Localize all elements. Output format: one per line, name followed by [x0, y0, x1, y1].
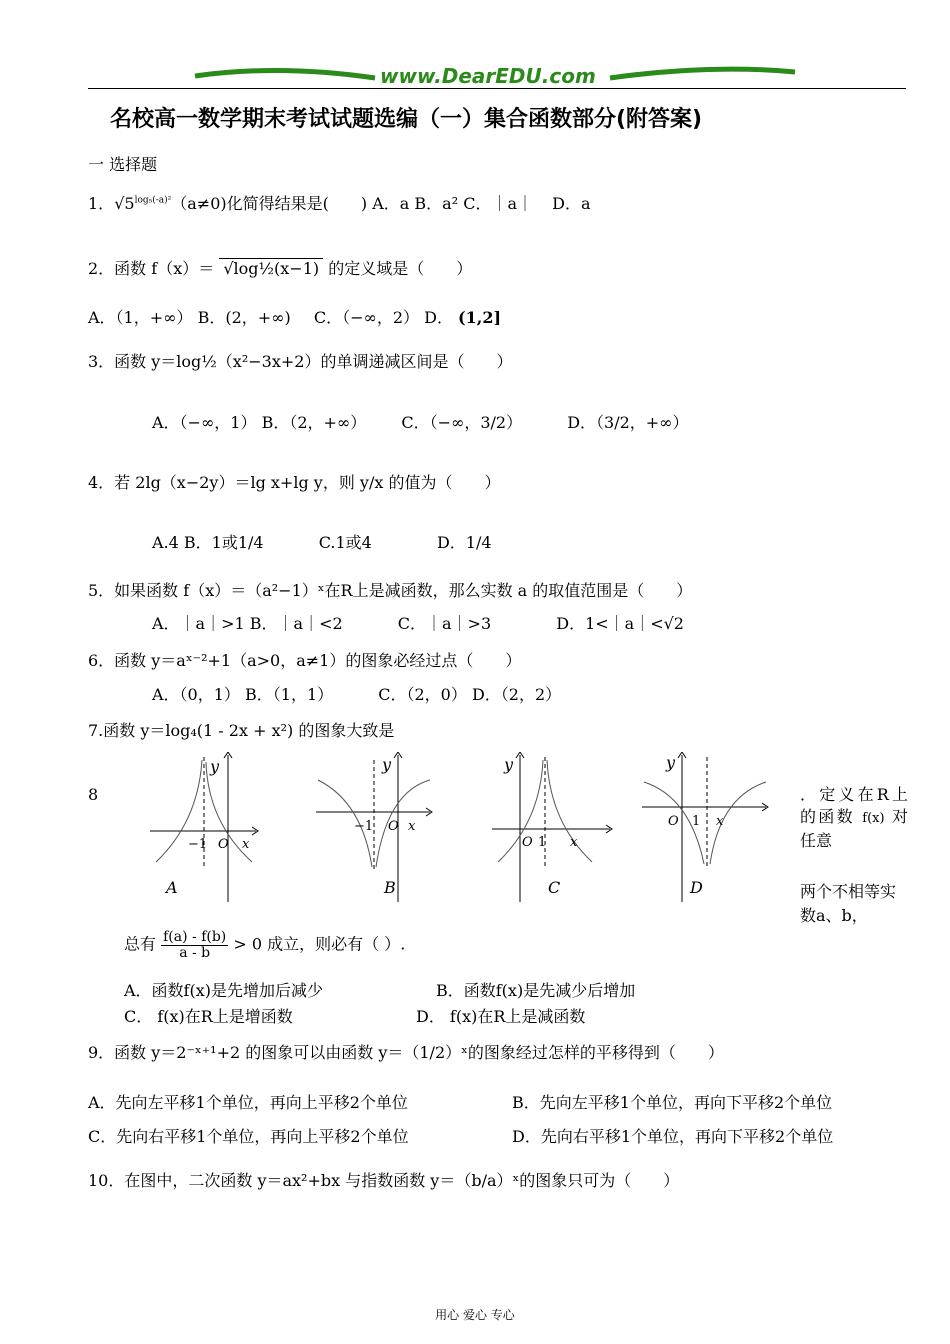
question-1 [88, 191, 591, 214]
graph-b-neg1: −1 [354, 819, 374, 834]
q8-side-2: 对任意 [800, 807, 908, 850]
question-5-options [152, 611, 684, 634]
q1-stem: （a≠0)化简得结果是( ) [171, 194, 368, 213]
q8-side-1: ．定义在R上的函数 [800, 785, 908, 826]
q8-option-d: D． f(x)在R上是减函数 [416, 1007, 586, 1026]
question-3: 3．函数 y＝log½（x²−3x+2）的单调递减区间是（ ） [88, 352, 513, 371]
q3-option-b: B．（2，+∞） [261, 413, 367, 432]
question-9: 9．函数 y＝2⁻ˣ⁺¹+2 的图象可以由函数 y＝（1/2）ˣ的图象经过怎样的平移得到（ ） [88, 1043, 724, 1062]
q8-side-text [800, 784, 908, 852]
q5-option-a: A．｜a｜>1 [152, 614, 245, 633]
graph-a-neg1: −1 [188, 837, 208, 852]
q2-number: 2．函数 [88, 259, 147, 278]
graph-b-right-branch [376, 780, 430, 867]
graph-b [312, 752, 437, 912]
graph-b-origin: O [388, 819, 399, 834]
q9-option-d: D．先向右平移1个单位，再向下平移2个单位 [512, 1127, 834, 1146]
q8-fraction [161, 930, 228, 960]
q3-option-d: D．（3/2，+∞） [567, 413, 689, 432]
graph-c-label: C [548, 878, 561, 897]
q8-option-a: A．函数f(x)是先增加后减少 [124, 981, 323, 1000]
q2-option-c: C．（−∞，2） [313, 308, 420, 327]
graph-d-one: 1 [692, 814, 701, 829]
q6-option-d: D．（2，2） [471, 685, 562, 704]
q2-option-b: B．(2，+∞) [197, 308, 291, 327]
section-heading: 一 选择题 [88, 155, 158, 174]
page-footer: 用心 爱心 专心 [435, 1308, 515, 1322]
question-10: 10．在图中，二次函数 y＝ax²+bx 与指数函数 y＝（b/a）ˣ的图象只可为（ ） [88, 1171, 680, 1190]
q4-option-c: C.1或4 [318, 533, 372, 552]
graph-a [148, 752, 260, 912]
q6-option-b: B．（1，1） [245, 685, 334, 704]
q2-option-a: A．（1，+∞） [88, 308, 193, 327]
page-title: 名校高一数学期末考试试题选编（一）集合函数部分(附答案) [110, 107, 703, 132]
graph-c-one: 1 [538, 835, 547, 850]
q8-frac-den: a - b [179, 944, 211, 961]
header-rule [88, 88, 906, 89]
q6-option-c: C．（2，0） [378, 685, 467, 704]
graph-d-y-label: y [666, 753, 676, 772]
q8-condition [124, 930, 405, 960]
q8-cond-pre: 总有 [124, 934, 157, 954]
q8-frac-num: f(a) - f(b) [163, 929, 227, 945]
graph-a-origin: O [218, 837, 229, 852]
graph-d [640, 752, 772, 912]
q6-option-a: A．（0，1） [152, 685, 240, 704]
q3-option-c: C．（−∞，3/2） [401, 413, 523, 432]
q8-fx: f(x) [862, 811, 885, 826]
q2-stem: 的定义域是（ ） [328, 259, 473, 278]
q4-option-a: A.4 [152, 533, 179, 552]
q3-option-a: A．（−∞，1） [152, 413, 257, 432]
q1-option-d: D．a [552, 194, 591, 213]
graph-a-label: A [166, 878, 178, 897]
graph-a-y-label: y [210, 757, 220, 776]
question-4-options [152, 530, 492, 553]
q5-option-c: C．｜a｜>3 [397, 614, 492, 633]
question-3-options [152, 410, 689, 433]
q5-option-b: B．｜a｜<2 [249, 614, 343, 633]
graph-b-label: B [384, 878, 396, 897]
website-logo: www.DearEDU.com [380, 64, 596, 88]
graph-b-x-label: x [408, 819, 416, 834]
q9-option-c: C．先向右平移1个单位，再向上平移2个单位 [88, 1127, 409, 1146]
question-5: 5．如果函数 f（x）＝（a²−1）ˣ在R上是减函数，那么实数 a 的取值范围是（ ） [88, 581, 693, 600]
q2-option-d-value: (1,2] [458, 308, 502, 327]
graph-c-x-label: x [570, 835, 578, 850]
q1-option-c: C．｜a｜ [463, 194, 534, 213]
graph-d-x-label: x [716, 814, 724, 829]
q2-function: f（x）＝ [151, 259, 215, 278]
question-7: 7.函数 y＝log₄(1 - 2x + x²) 的图象大致是 [88, 721, 395, 740]
q1-option-b: B．a² [414, 194, 459, 213]
q1-option-a: A．a [372, 194, 410, 213]
graph-d-origin: O [668, 814, 679, 829]
q8-option-c: C． f(x)在R上是增函数 [124, 1007, 293, 1026]
q5-option-d: D．1<｜a｜<√2 [556, 614, 684, 633]
q2-option-d: D． [424, 308, 453, 327]
question-6: 6．函数 y＝aˣ⁻²+1（a>0，a≠1）的图象必经过点（ ） [88, 651, 522, 670]
q2-radicand: √log½(x−1) [219, 258, 323, 278]
graph-c-y-label: y [504, 755, 514, 774]
q8-side-3: 两个不相等实数a、b， [800, 882, 897, 925]
graph-c-origin: O [522, 835, 533, 850]
graph-a-x-label: x [242, 837, 250, 852]
q1-exponent: log₅(-a)² [134, 195, 172, 206]
q1-radical: √5 [114, 194, 135, 213]
q4-option-b: B．1或1/4 [183, 533, 264, 552]
q8-cond-post: > 0 成立，则必有（ ）. [233, 934, 406, 954]
question-2-options [88, 305, 501, 328]
graph-d-label: D [690, 878, 703, 897]
q1-number: 1． [88, 194, 115, 213]
q9-option-b: B．先向左平移1个单位，再向下平移2个单位 [512, 1093, 833, 1112]
graph-b-y-label: y [382, 755, 392, 774]
question-2 [88, 256, 472, 279]
q9-option-a: A．先向左平移1个单位，再向上平移2个单位 [88, 1093, 408, 1112]
question-4: 4．若 2lg（x−2y）＝lg x+lg y，则 y/x 的值为（ ） [88, 473, 501, 492]
q4-option-d: D．1/4 [436, 533, 492, 552]
q8-option-b: B．函数f(x)是先减少后增加 [436, 981, 636, 1000]
q8-number: 8 [88, 785, 99, 804]
question-6-options [152, 682, 561, 705]
